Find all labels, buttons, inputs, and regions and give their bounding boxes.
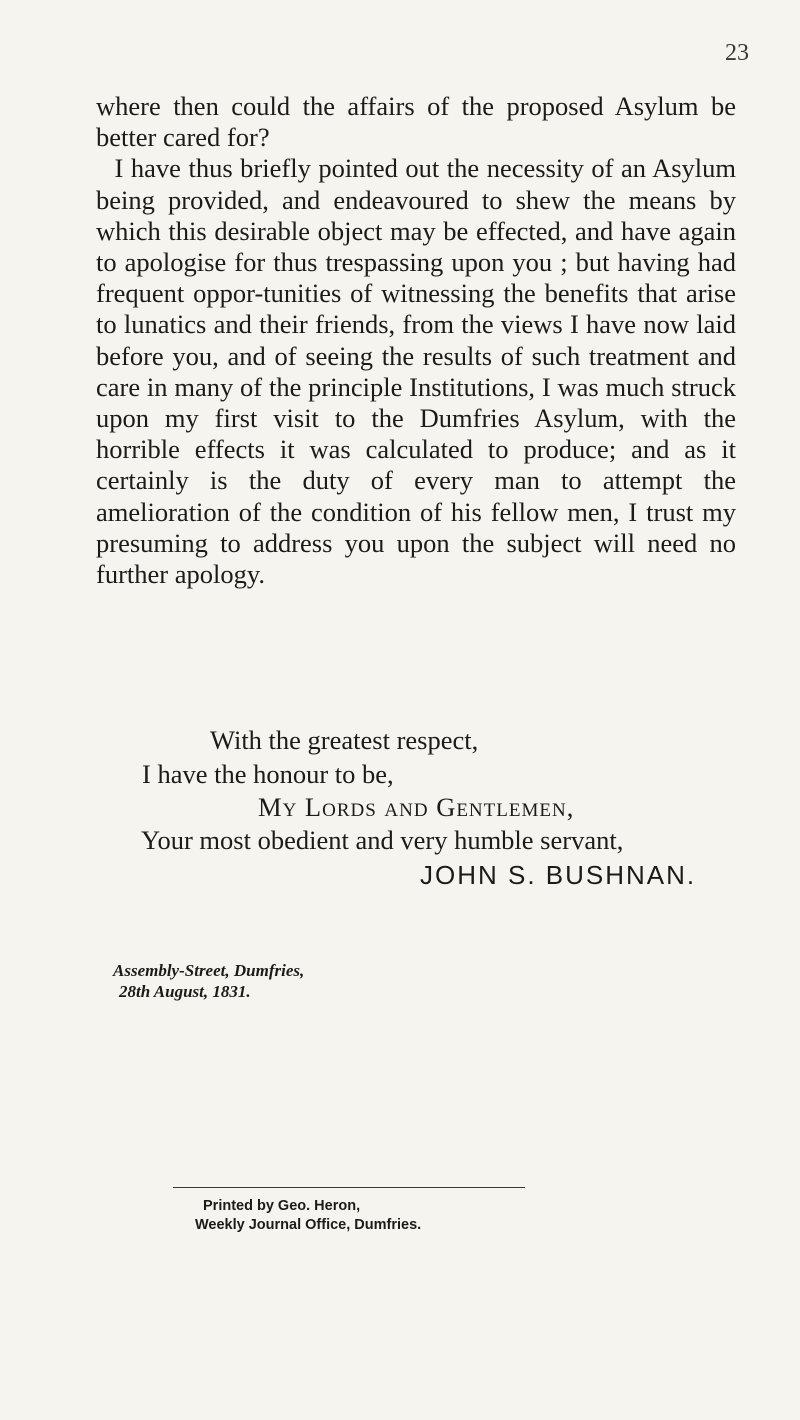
signature-name: JOHN S. BUSHNAN.	[420, 860, 697, 890]
page-number: 23	[725, 40, 749, 66]
printer-imprint	[195, 1197, 421, 1235]
address-block	[113, 960, 304, 1002]
imprint-office: Weekly Journal Office, Dumfries.	[195, 1217, 422, 1233]
letter-body	[96, 91, 736, 590]
imprint-divider	[173, 1187, 525, 1188]
closing-salutation: My Lords and Gentlemen,	[258, 792, 575, 822]
address-street: Assembly-Street, Dumfries,	[113, 961, 305, 980]
closing-honour: I have the honour to be,	[142, 759, 394, 789]
closing-servant: Your most obedient and very humble servant,	[141, 825, 624, 855]
imprint-printer: Printed by Geo. Heron,	[203, 1198, 361, 1214]
closing-respect: With the greatest respect,	[210, 725, 479, 755]
address-date: 28th August, 1831.	[119, 982, 251, 1001]
paragraph-main: I have thus briefly pointed out the necessity of an Asylum being provided, and endeavoured to shew the means by which this desirable object may be effected, and have again to apologise for thus trespassing upon you ; but having had frequent oppor-tunities of witnessing the benefits that arise to lunatics and their friends, from the views I have now laid before you, and of seeing the results of such treatment and care in many of the principle Institutions, I was much struck upon my first visit to the Dumfries Asylum, with the horrible effects it was calculated to produce; and as it certainly is the duty of every man to attempt the amelioration of the condition of his fellow men, I trust my presuming to address you upon the subject will need no further apology.	[96, 153, 736, 590]
paragraph-continuation: where then could the affairs of the proposed Asylum be better cared for?	[96, 91, 736, 153]
